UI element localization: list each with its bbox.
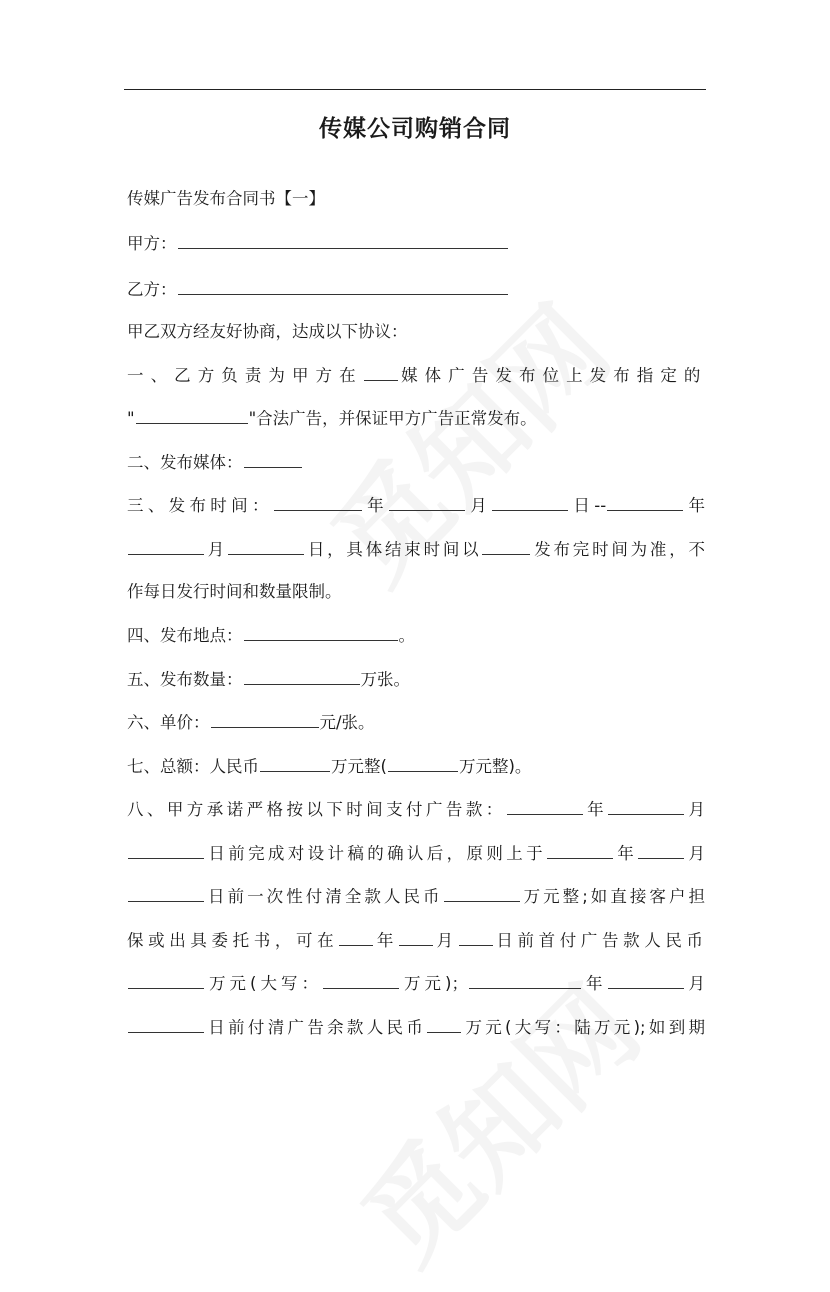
watermark bbox=[322, 946, 667, 1291]
full-amount-field[interactable] bbox=[444, 885, 520, 902]
clause-2-line: 二、发布媒体： bbox=[127, 451, 705, 475]
clause-7-line: 七、总额：人民币 万元整( 万元整)。 bbox=[127, 757, 532, 776]
party-b-field[interactable] bbox=[178, 278, 508, 295]
clause-8-line-5: 万元(大写： 万元)； 年 月 bbox=[127, 972, 705, 996]
end-year-field[interactable] bbox=[607, 494, 683, 511]
quantity-field[interactable] bbox=[244, 668, 360, 685]
pay-day-field[interactable] bbox=[128, 885, 204, 902]
deposit-year-field[interactable] bbox=[339, 929, 373, 946]
deposit-month-field[interactable] bbox=[399, 929, 433, 946]
clause-5-line: 五、发布数量： 万张。 bbox=[127, 670, 410, 689]
header-rule bbox=[124, 89, 706, 90]
clause-3-line-2: 月 日，具体结束时间以 发布完时间为准，不 bbox=[127, 538, 705, 562]
clause-4-line: 四、发布地点： 。 bbox=[127, 626, 415, 645]
balance-month-field[interactable] bbox=[608, 972, 684, 989]
confirm-day-field[interactable] bbox=[128, 842, 204, 859]
balance-year-field[interactable] bbox=[469, 972, 581, 989]
party-a-line: 甲方： bbox=[127, 232, 705, 256]
start-year-field[interactable] bbox=[274, 494, 362, 511]
location-field[interactable] bbox=[244, 624, 398, 641]
balance-amount-field[interactable] bbox=[427, 1016, 461, 1033]
clause-3-line-1: 三、发布时间： 年 月 日-- 年 bbox=[127, 496, 705, 515]
confirm-month-field[interactable] bbox=[608, 798, 684, 815]
party-a-field[interactable] bbox=[178, 232, 508, 249]
total-amount-capital-field[interactable] bbox=[388, 755, 458, 772]
end-month-field[interactable] bbox=[128, 538, 204, 555]
clause-3-line-3: 作每日发行时间和数量限制。 bbox=[127, 582, 342, 601]
clause-8-line-1: 八、甲方承诺严格按以下时间支付广告款： 年 月 bbox=[127, 800, 706, 819]
end-day-field[interactable] bbox=[228, 538, 304, 555]
confirm-year-field[interactable] bbox=[507, 798, 583, 815]
deposit-capital-field[interactable] bbox=[323, 972, 399, 989]
clause-1-line-2: " "合法广告，并保证甲方广告正常发布。 bbox=[127, 409, 537, 428]
clause-6-line: 六、单价： 元/张。 bbox=[127, 713, 375, 732]
party-b-line: 乙方： bbox=[127, 278, 705, 302]
clause-8-line-2: 日前完成对设计稿的确认后，原则上于 年 月 bbox=[127, 842, 705, 866]
unit-price-field[interactable] bbox=[211, 711, 319, 728]
pay-year-field[interactable] bbox=[547, 842, 613, 859]
deposit-amount-field[interactable] bbox=[128, 972, 204, 989]
clause-8-line-6: 日前付清广告余款人民币 万元(大写：陆万元);如到期 bbox=[127, 1016, 705, 1040]
deposit-day-field[interactable] bbox=[459, 929, 493, 946]
publish-media-field[interactable] bbox=[244, 451, 302, 468]
clause-8-line-4: 保或出具委托书，可在 年 月 日前首付广告款人民币 bbox=[127, 931, 705, 950]
total-amount-field[interactable] bbox=[260, 755, 330, 772]
clause-8-line-3: 日前一次性付清全款人民币 万元整;如直接客户担 bbox=[127, 885, 705, 909]
balance-day-field[interactable] bbox=[128, 1016, 204, 1033]
contract-subtitle: 传媒广告发布合同书【一】 bbox=[127, 189, 325, 208]
start-day-field[interactable] bbox=[492, 494, 568, 511]
pay-month-field[interactable] bbox=[638, 842, 684, 859]
agreement-intro: 甲乙双方经友好协商，达成以下协议： bbox=[127, 322, 408, 341]
start-month-field[interactable] bbox=[389, 494, 465, 511]
ad-name-field[interactable] bbox=[136, 407, 248, 424]
clause-1-line-1: 一、乙方负责为甲方在 媒体广告发布位上发布指定的 bbox=[127, 366, 705, 385]
end-basis-field[interactable] bbox=[482, 538, 530, 555]
media-field[interactable] bbox=[364, 364, 398, 381]
document-title: 传媒公司购销合同 bbox=[319, 115, 511, 142]
